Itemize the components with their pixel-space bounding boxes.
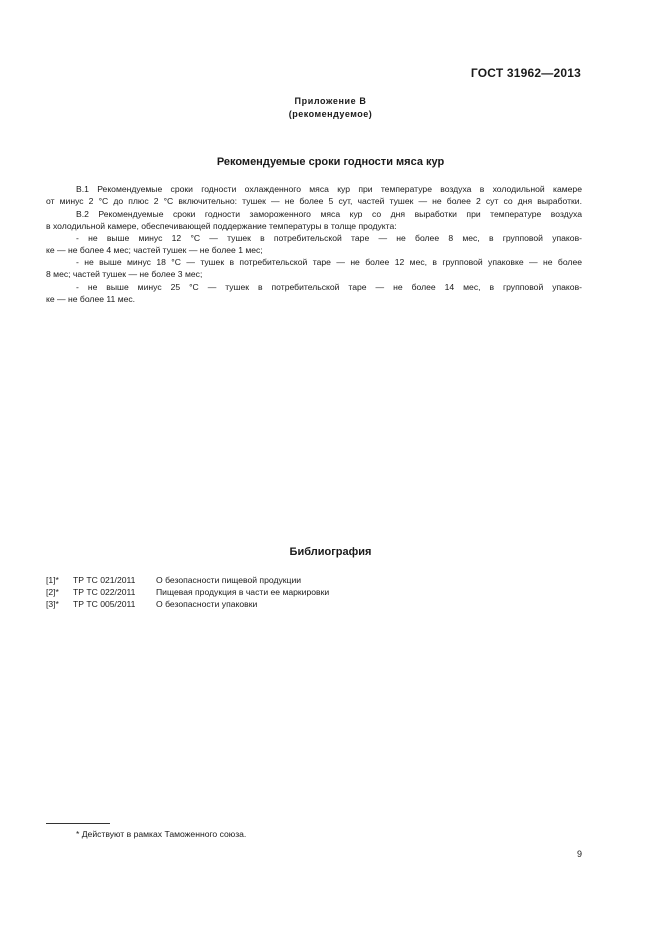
section-title: Рекомендуемые сроки годности мяса кур <box>216 156 445 168</box>
standard-number: ГОСТ 31962—2013 <box>470 66 581 80</box>
list-item-2-line1: - не выше минус 18 °С — тушек в потребительской таре — не более 12 мес, в групповой упаковке — не более <box>76 257 582 267</box>
list-item-3-line1: - не выше минус 25 °С — тушек в потребительской таре — не более 14 мес, в групповой упаков- <box>76 282 582 292</box>
list-item-3-line2: ке — не более 11 мес. <box>46 294 136 304</box>
bibliography-entry-title: О безопасности пищевой продукции <box>156 575 302 585</box>
bibliography-code: ТР ТС 021/2011 <box>73 575 136 585</box>
page-number: 9 <box>576 849 582 859</box>
bibliography-number: [3]* <box>46 599 59 609</box>
paragraph-b1-line1: В.1 Рекомендуемые сроки годности охлажденного мяса кур при температуре воздуха в холодильной камере <box>76 184 582 194</box>
list-item-1-line2: ке — не более 4 мес; частей тушек — не более 1 мес; <box>46 245 263 255</box>
footnote-rule <box>46 823 110 824</box>
bibliography-title: Библиография <box>289 546 372 558</box>
paragraph-b2-line2: в холодильной камере, обеспечивающей поддержание температуры в толще продукта: <box>46 221 397 231</box>
bibliography-number: [2]* <box>46 587 59 597</box>
list-item-1-line1: - не выше минус 12 °С — тушек в потребительской таре — не более 8 мес, в групповой упаков- <box>76 233 582 243</box>
bibliography-number: [1]* <box>46 575 59 585</box>
bibliography-code: ТР ТС 005/2011 <box>73 599 136 609</box>
bibliography-entry-title: Пищевая продукция в части ее маркировки <box>156 587 330 597</box>
bibliography-code: ТР ТС 022/2011 <box>73 587 136 597</box>
appendix-subtitle: (рекомендуемое) <box>288 109 373 119</box>
list-item-2-line2: 8 мес; частей тушек — не более 3 мес; <box>46 269 203 279</box>
paragraph-b2-line1: В.2 Рекомендуемые сроки годности замороженного мяса кур со дня выработки при температуре воздуха <box>76 209 582 219</box>
paragraph-b1-line2: от минус 2 °С до плюс 2 °С включительно: тушек — не более 5 сут, частей тушек — не более 2 сут со дня выработки. <box>46 196 582 206</box>
appendix-title: Приложение В <box>294 96 367 106</box>
bibliography-entry-title: О безопасности упаковки <box>156 599 258 609</box>
footnote: * Действуют в рамках Таможенного союза. <box>76 829 247 839</box>
